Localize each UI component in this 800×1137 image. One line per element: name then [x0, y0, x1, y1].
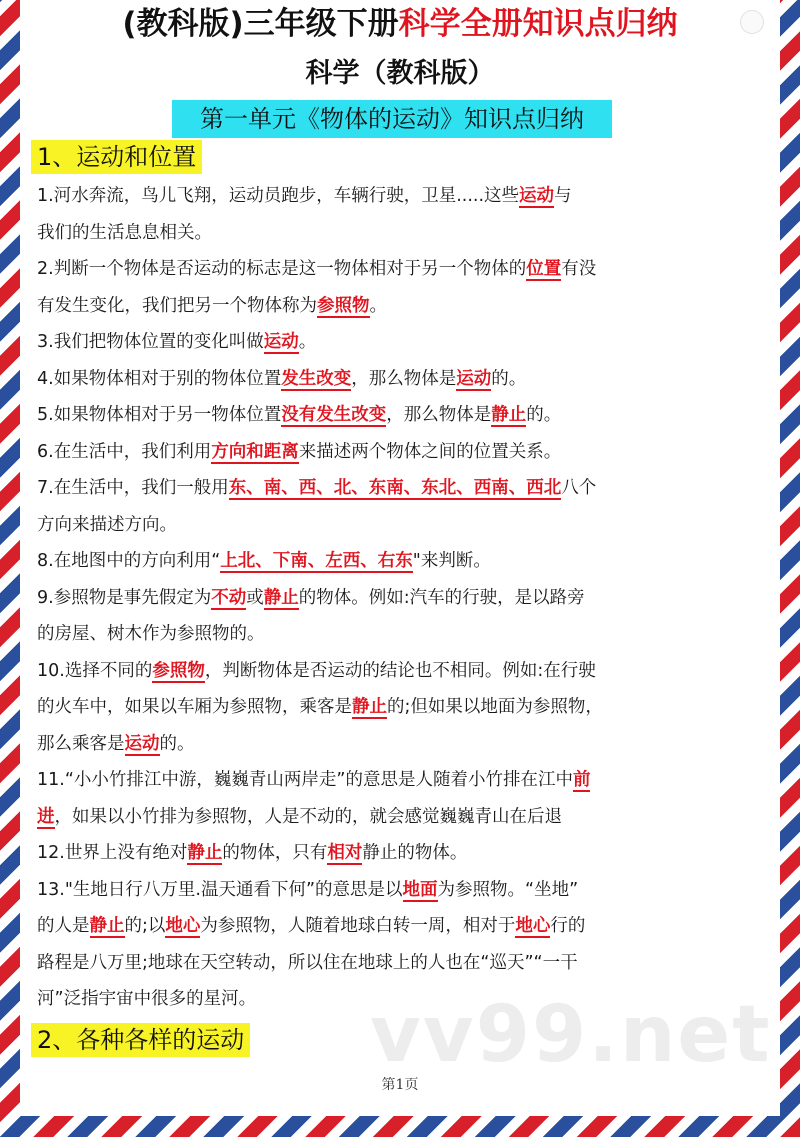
keyword-highlight: 运动: [263, 332, 299, 352]
title-black-part: (教科版)三年级下册: [122, 6, 399, 42]
keyword-highlight: 不动: [211, 587, 247, 608]
keyword-highlight: 静止: [263, 587, 299, 608]
text-segment: "来判断。: [412, 551, 491, 571]
keyword-highlight: 静止: [352, 697, 387, 717]
text-segment: 方向来描述方向。: [37, 514, 177, 535]
text-segment: ，那么物体是: [351, 368, 457, 389]
text-segment: 的;但如果以地面为参照物，: [387, 697, 603, 717]
keyword-highlight: 前: [572, 770, 591, 790]
text-segment: 有发生变化，我们把另一个物体称为: [37, 295, 317, 316]
unit-title: 第一单元《物体的运动》知识点归纳: [172, 100, 612, 138]
text-segment: 的房屋、树木作为参照物的。: [37, 624, 265, 644]
keyword-highlight: 运动: [456, 368, 492, 389]
text-segment: 有没: [561, 259, 597, 279]
text-segment: 8.在地图中的方向利用“: [37, 551, 221, 571]
text-segment: 3.我们把物体位置的变化叫做: [37, 332, 264, 352]
text-segment: 1.河水奔流，鸟儿飞翔，运动员跑步，车辆行驶，卫星.....这些: [37, 186, 520, 206]
text-segment: 与: [554, 186, 572, 206]
text-segment: 5.如果物体相对于另一物体位置: [37, 405, 282, 425]
text-segment: 的物体，只有: [222, 843, 328, 863]
page-number: 第1页: [381, 1077, 419, 1093]
text-segment: 来描述两个物体之间的位置关系。: [298, 441, 562, 462]
text-segment: 为参照物。“坐地”: [437, 879, 579, 900]
text-segment: 的人是: [37, 916, 90, 936]
text-segment: 10.选择不同的: [37, 660, 153, 681]
text-segment: ，判断物体是否运动的结论也不相同。例如:在行驶: [204, 660, 596, 681]
text-line: [37, 251, 749, 288]
text-segment: 静止的物体。: [362, 843, 468, 863]
text-line: [37, 470, 749, 507]
keyword-highlight: 地心: [515, 916, 551, 936]
keyword-highlight: 没有发生改变: [281, 405, 387, 425]
keyword-highlight: 地面: [402, 879, 438, 900]
text-line: [37, 762, 749, 799]
text-segment: 路程是八万里;地球在天空转动，所以住在地球上的人也在“巡天”“一干: [37, 952, 578, 973]
text-segment: 9.参照物是事先假定为: [37, 587, 212, 608]
section-heading-1: 1、运动和位置: [31, 140, 202, 174]
text-segment: 那么乘客是: [37, 733, 125, 754]
text-line: [37, 835, 749, 872]
text-segment: 12.世界上没有绝对: [37, 843, 188, 863]
text-segment: 的;以: [124, 916, 166, 936]
text-line: [37, 580, 749, 617]
watermark: vv99.net: [370, 990, 772, 1080]
keyword-highlight: 静止: [89, 916, 125, 936]
text-segment: 行的: [550, 916, 586, 936]
text-segment: 为参照物，人随着地球白转一周，相对于: [200, 916, 516, 936]
text-line: [37, 397, 749, 434]
text-line: [37, 945, 749, 982]
text-line: [37, 215, 749, 252]
keyword-highlight: 参照物: [317, 295, 370, 316]
text-line: [37, 361, 749, 398]
keyword-highlight: 地心: [165, 916, 201, 936]
keyword-highlight: 参照物: [152, 660, 205, 681]
text-segment: 的物体。例如:汽车的行驶，是以路旁: [298, 587, 585, 608]
text-segment: 或: [246, 587, 264, 608]
text-line: [37, 543, 749, 580]
text-segment: 11.“小小竹排江中游，巍巍青山两岸走”的意思是人随着小竹排在江中: [37, 770, 573, 790]
text-line: [37, 726, 749, 763]
text-segment: 。: [369, 295, 387, 316]
title-red-part: 科学全册知识点归纳: [398, 6, 678, 42]
text-line: [37, 434, 749, 471]
text-line: [37, 799, 749, 836]
text-segment: 4.如果物体相对于别的物体位置: [37, 368, 282, 389]
text-segment: 。: [298, 332, 317, 352]
text-line: [37, 178, 749, 215]
keyword-highlight: 静止: [187, 843, 223, 863]
text-segment: 13."生地日行八万里.温天通看下何”的意思是以: [37, 879, 403, 900]
text-segment: 7.在生活中，我们一般用: [37, 478, 229, 498]
keyword-highlight: 方向和距离: [211, 441, 299, 462]
text-line: [37, 908, 749, 945]
keyword-highlight: 运动: [519, 186, 555, 206]
section-heading-2: 2、各种各样的运动: [31, 1023, 250, 1057]
text-segment: 6.在生活中，我们利用: [37, 441, 212, 462]
keyword-highlight: 位置: [526, 259, 562, 279]
keyword-highlight: 进: [37, 806, 55, 827]
text-segment: 2.判断一个物体是否运动的标志是这一物体相对于另一个物体的: [37, 259, 527, 279]
text-segment: ，如果以小竹排为参照物，人是不动的，就会感觉巍巍青山在后退: [54, 806, 562, 827]
subtitle: 科学（教科版）: [305, 58, 495, 89]
keyword-highlight: 东、南、西、北、东南、东北、西南、西北: [228, 478, 562, 498]
page-title: [0, 4, 800, 44]
keyword-highlight: 相对: [327, 843, 363, 863]
text-line: [37, 653, 749, 690]
keyword-highlight: 发生改变: [281, 368, 352, 389]
knowledge-points: [37, 178, 749, 1018]
text-line: [37, 507, 749, 544]
text-segment: 河”泛指宇宙中很多的星河。: [37, 989, 257, 1009]
text-line: [37, 324, 749, 361]
text-segment: 我们的生活息息相关。: [37, 222, 212, 243]
keyword-highlight: 运动: [124, 733, 160, 754]
text-segment: 八个: [561, 478, 597, 498]
text-segment: 的火车中，如果以车厢为参照物，乘客是: [37, 697, 352, 717]
text-segment: ，那么物体是: [386, 405, 492, 425]
keyword-highlight: 静止: [491, 405, 527, 425]
text-line: [37, 872, 749, 909]
text-line: [37, 689, 749, 726]
text-segment: 的。: [491, 368, 527, 389]
text-line: [37, 288, 749, 325]
keyword-highlight: 上北、下南、左西、右东: [220, 551, 413, 571]
text-segment: 的。: [526, 405, 562, 425]
text-segment: 的。: [159, 733, 195, 754]
text-line: [37, 616, 749, 653]
